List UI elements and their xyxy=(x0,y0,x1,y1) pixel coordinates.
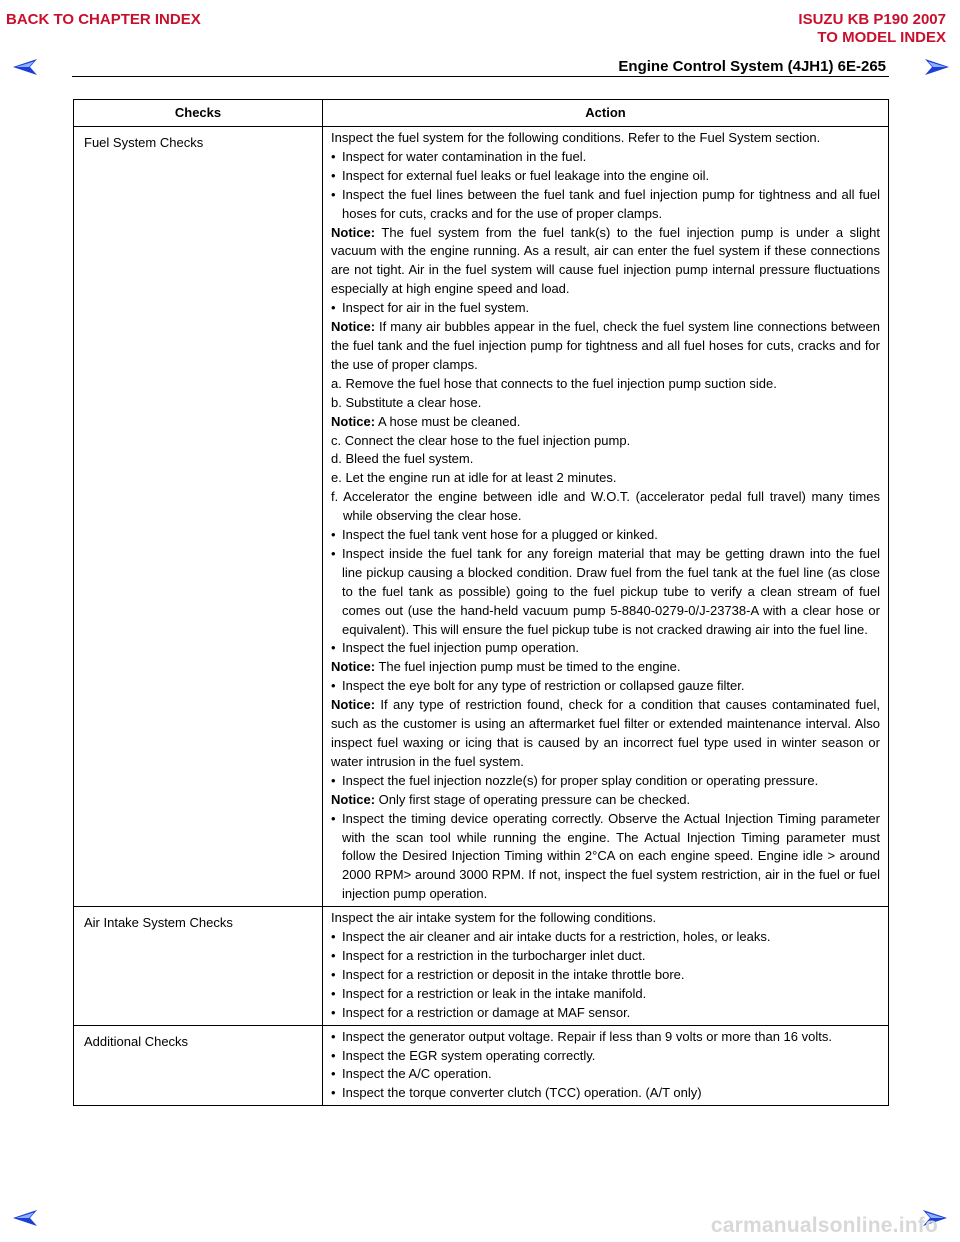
paragraph-text: d. Bleed the fuel system. xyxy=(331,451,474,467)
notice-label: Notice: xyxy=(331,319,376,335)
check-name-cell: Air Intake System Checks xyxy=(74,907,323,1025)
bullet-item xyxy=(331,167,880,186)
bullet-text: Inspect the generator output voltage. Repair if less than 9 volts or more than 16 volts. xyxy=(342,1028,832,1044)
watermark: carmanualsonline.info xyxy=(710,1214,938,1237)
notice-text: The fuel injection pump must be timed to the engine. xyxy=(375,659,681,675)
bullet-icon: • xyxy=(331,985,336,1001)
notice-label: Notice: xyxy=(331,224,376,240)
to-model-index-link[interactable]: TO MODEL INDEX xyxy=(817,29,946,46)
paragraph-text: a. Remove the fuel hose that connects to the fuel injection pump suction side. xyxy=(331,375,777,391)
notice-paragraph xyxy=(331,224,880,300)
model-title-link[interactable]: ISUZU KB P190 2007 xyxy=(798,11,946,28)
check-name-cell: Additional Checks xyxy=(74,1025,323,1106)
bullet-item xyxy=(331,985,880,1004)
paragraph-text: b. Substitute a clear hose. xyxy=(331,394,482,410)
bullet-icon: • xyxy=(331,1047,336,1063)
action-cell xyxy=(323,127,889,907)
notice-paragraph xyxy=(331,696,880,772)
column-header-action: Action xyxy=(323,100,889,127)
bullet-item xyxy=(331,526,880,545)
bullet-icon: • xyxy=(331,167,336,183)
bullet-item xyxy=(331,1084,880,1103)
bullet-text: Inspect the fuel injection pump operation. xyxy=(342,640,580,656)
bullet-icon: • xyxy=(331,300,336,316)
bullet-text: Inspect the air cleaner and air intake ducts for a restriction, holes, or leaks. xyxy=(342,929,771,945)
bullet-icon: • xyxy=(331,527,336,543)
bullet-item xyxy=(331,186,880,224)
paragraph-text: c. Connect the clear hose to the fuel injection pump. xyxy=(331,432,631,448)
previous-page-arrow-icon[interactable] xyxy=(12,1209,38,1227)
bullet-icon: • xyxy=(331,678,336,694)
bullet-item xyxy=(331,545,880,640)
action-cell xyxy=(323,907,889,1025)
previous-page-arrow-icon[interactable] xyxy=(12,58,38,76)
paragraph-text: Inspect the air intake system for the following conditions. xyxy=(331,910,657,926)
bullet-icon: • xyxy=(331,1066,336,1082)
bullet-text: Inspect the eye bolt for any type of restriction or collapsed gauze filter. xyxy=(342,678,745,694)
bullet-item xyxy=(331,810,880,905)
procedure-step: f. Accelerator the engine between idle and W.O.T. (accelerator pedal full travel) many times while observing the clear hose. xyxy=(331,489,880,524)
bullet-text: Inspect for a restriction or leak in the intake manifold. xyxy=(342,985,647,1001)
bullet-icon: • xyxy=(331,640,336,656)
bullet-text: Inspect the fuel lines between the fuel tank and fuel injection pump for tightness and all fuel hoses for cuts, cracks and for the use of proper clamps. xyxy=(342,186,880,221)
bullet-item xyxy=(331,928,880,947)
bullet-icon: • xyxy=(331,947,336,963)
notice-text: If many air bubbles appear in the fuel, check the fuel system line connections between the fuel tank and the fuel injection pump for tightness and all fuel hoses for cuts, cracks and for the use of proper clamps. xyxy=(331,319,880,372)
bullet-item xyxy=(331,966,880,985)
table-row xyxy=(74,1025,889,1106)
bullet-icon: • xyxy=(331,966,336,982)
bullet-icon: • xyxy=(331,810,336,826)
bullet-text: Inspect the EGR system operating correctly. xyxy=(342,1047,596,1063)
notice-text: If any type of restriction found, check for a condition that causes contaminated fuel, such as the customer is using an aftermarket fuel filter or extended maintenance interval. Also inspect fuel waxing or icing that is caused by an incorrect fuel type used in winter season or water intrusion in the fuel system. xyxy=(331,697,880,769)
table-row xyxy=(74,907,889,1025)
bullet-text: Inspect for a restriction or damage at MAF sensor. xyxy=(342,1004,631,1020)
notice-label: Notice: xyxy=(331,697,376,713)
bullet-text: Inspect the fuel tank vent hose for a plugged or kinked. xyxy=(342,527,658,543)
bullet-text: Inspect inside the fuel tank for any foreign material that may be getting drawn into the fuel line pickup causing a blocked condition. Draw fuel from the fuel tank at the fuel line (as close to the fuel tank as possible) going to the fuel pickup tube to verify a clean stream of fuel comes out (use the hand-held vacuum pump 5-8840-0279-0/J-23738-A with a clear hose or equivalent). This will ensure the fuel pickup tube is not cracked drawing air into the fuel line. xyxy=(342,545,880,637)
column-header-checks: Checks xyxy=(74,100,323,127)
notice-paragraph xyxy=(331,413,880,432)
notice-paragraph xyxy=(331,658,880,677)
bullet-icon: • xyxy=(331,148,336,164)
notice-label: Notice: xyxy=(331,413,376,429)
bullet-item xyxy=(331,947,880,966)
bullet-icon: • xyxy=(331,772,336,788)
notice-text: Only first stage of operating pressure can be checked. xyxy=(375,791,691,807)
back-to-chapter-index-link[interactable]: BACK TO CHAPTER INDEX xyxy=(6,11,201,28)
table-row xyxy=(74,127,889,907)
next-page-arrow-icon[interactable] xyxy=(924,58,950,76)
notice-text: The fuel system from the fuel tank(s) to the fuel injection pump is under a slight vacuum with the engine running. As a result, air can enter the fuel system if these connections are not tight. Air in the fuel system will cause fuel injection pump internal pressure fluctuations especially at high engine speed and load. xyxy=(331,224,880,297)
bullet-item xyxy=(331,148,880,167)
bullet-icon: • xyxy=(331,1085,336,1101)
bullet-item xyxy=(331,1047,880,1066)
notice-paragraph xyxy=(331,318,880,375)
page-title: Engine Control System (4JH1) 6E-265 xyxy=(618,58,886,75)
paragraph-text: e. Let the engine run at idle for at least 2 minutes. xyxy=(331,470,617,486)
notice-label: Notice: xyxy=(331,791,376,807)
check-name-cell: Fuel System Checks xyxy=(74,127,323,907)
bullet-text: Inspect the A/C operation. xyxy=(342,1066,492,1082)
bullet-item xyxy=(331,639,880,658)
notice-text: A hose must be cleaned. xyxy=(375,413,521,429)
bullet-item xyxy=(331,772,880,791)
checks-table xyxy=(73,99,889,1106)
bullet-icon: • xyxy=(331,1004,336,1020)
table-body xyxy=(74,127,889,1106)
notice-label: Notice: xyxy=(331,659,376,675)
action-cell xyxy=(323,1025,889,1106)
bullet-text: Inspect the fuel injection nozzle(s) for proper splay condition or operating pressure. xyxy=(342,772,819,788)
bullet-item xyxy=(331,677,880,696)
bullet-icon: • xyxy=(331,545,336,561)
bullet-item xyxy=(331,1065,880,1084)
bullet-text: Inspect for a restriction or deposit in the intake throttle bore. xyxy=(342,966,685,982)
bullet-item xyxy=(331,1028,880,1047)
bullet-text: Inspect for a restriction in the turbocharger inlet duct. xyxy=(342,947,646,963)
notice-paragraph xyxy=(331,791,880,810)
bullet-icon: • xyxy=(331,1028,336,1044)
bullet-text: Inspect the timing device operating correctly. Observe the Actual Injection Timing parameter with the scan tool while running the engine. The Actual Injection Timing parameter must follow the Desired Injection Timing within 2°CA on each engine speed. Engine idle > around 2000 RPM> around 3000 RPM. If not, inspect the fuel system restriction, air in the fuel or fuel injection pump operation. xyxy=(342,810,880,902)
bullet-text: Inspect the torque converter clutch (TCC) operation. (A/T only) xyxy=(342,1085,702,1101)
bullet-item xyxy=(331,1004,880,1023)
bullet-text: Inspect for external fuel leaks or fuel leakage into the engine oil. xyxy=(342,167,710,183)
bullet-text: Inspect for water contamination in the fuel. xyxy=(342,148,587,164)
table-header-row xyxy=(74,100,889,127)
header-divider xyxy=(72,76,889,77)
bullet-icon: • xyxy=(331,929,336,945)
paragraph-text: Inspect the fuel system for the following conditions. Refer to the Fuel System section. xyxy=(331,130,821,145)
bullet-text: Inspect for air in the fuel system. xyxy=(342,300,530,316)
bullet-icon: • xyxy=(331,186,336,202)
bullet-item xyxy=(331,299,880,318)
